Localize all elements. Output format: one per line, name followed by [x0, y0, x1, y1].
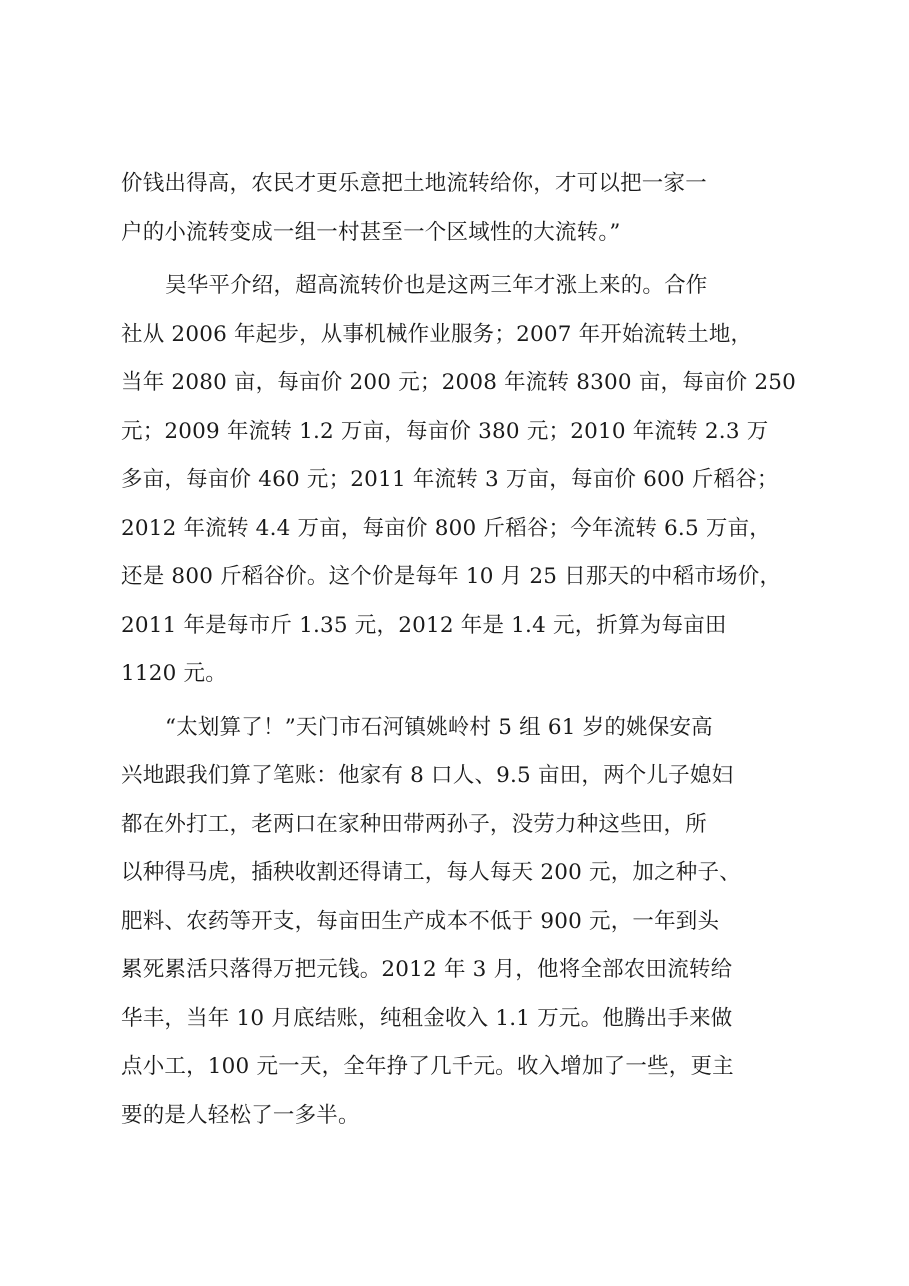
- text-line: 兴地跟我们算了笔账：他家有 8 口人、9.5 亩田，两个儿子媳妇: [121, 763, 734, 788]
- text-line: 以种得马虎，插秧收割还得请工，每人每天 200 元，加之种子、: [121, 860, 741, 885]
- text-line: 还是 800 斤稻谷价。这个价是每年 10 月 25 日那天的中稻市场价，: [121, 564, 782, 589]
- text-line: 社从 2006 年起步，从事机械作业服务；2007 年开始流转土地，: [121, 321, 753, 347]
- text-line: 元；2009 年流转 1.2 万亩，每亩价 380 元；2010 年流转 2.3 万: [121, 418, 769, 444]
- text-line: 吴华平介绍，超高流转价也是这两三年才涨上来的。合作: [165, 273, 708, 298]
- text-line: 1120 元。: [121, 661, 227, 686]
- text-line: 华丰，当年 10 月底结账，纯租金收入 1.1 万元。他腾出手来做: [121, 1005, 733, 1031]
- text-line: 户的小流转变成一组一村甚至一个区域性的大流转。”: [121, 219, 621, 245]
- document-body: [121, 160, 811, 1140]
- text-line: 累死累活只落得万把元钱。2012 年 3 月，他将全部农田流转给: [121, 957, 733, 982]
- text-line: 当年 2080 亩，每亩价 200 元；2008 年流转 8300 亩，每亩价 250: [121, 370, 796, 395]
- paragraph-1: [121, 160, 811, 257]
- text-line: “太划算了！”天门市石河镇姚岭村 5 组 61 岁的姚保安高: [165, 714, 713, 740]
- text-line: 要的是人轻松了一多半。: [121, 1102, 360, 1128]
- text-line: 多亩，每亩价 460 元；2011 年流转 3 万亩，每亩价 600 斤稻谷；: [121, 467, 779, 492]
- text-line: 2011 年是每市斤 1.35 元，2012 年是 1.4 元，折算为每亩田: [121, 612, 727, 638]
- text-line: 2012 年流转 4.4 万亩，每亩价 800 斤稻谷；今年流转 6.5 万亩，: [121, 515, 771, 541]
- text-line: 点小工，100 元一天，全年挣了几千元。收入增加了一些，更主: [121, 1054, 734, 1079]
- text-line: 肥料、农药等开支，每亩田生产成本不低于 900 元，一年到头: [121, 908, 720, 934]
- text-line: 价钱出得高，农民才更乐意把土地流转给你，才可以把一家一: [121, 171, 707, 196]
- text-line: 都在外打工，老两口在家种田带两孙子，没劳力种这些田，所: [121, 811, 707, 837]
- paragraph-3: [121, 704, 811, 1141]
- paragraph-2: [121, 262, 811, 699]
